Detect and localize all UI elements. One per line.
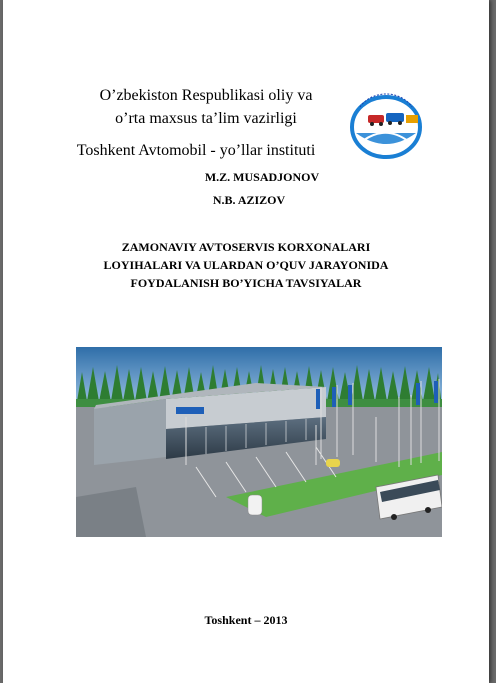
author-2: N.B. AZIZOV	[212, 193, 286, 207]
title-line-1: ZAMONAVIY AVTOSERVIS KORXONALARI	[121, 240, 371, 254]
document-title	[3, 238, 489, 292]
institute-emblem-icon	[346, 85, 426, 165]
ministry-line-1: O’zbekiston Respublikasi oliy va	[99, 87, 313, 104]
author-1: M.Z. MUSADJONOV	[204, 170, 320, 184]
autoservice-building-rendering	[76, 347, 442, 537]
title-line-3: FOYDALANISH BO’YICHA TAVSIYALAR	[130, 276, 362, 290]
institute-name: Toshkent Avtomobil - yo’llar instituti	[76, 142, 316, 159]
footer-city-year: Toshkent – 2013	[204, 613, 288, 627]
ministry-line-2: o’rta maxsus ta’lim vazirligi	[115, 110, 297, 127]
document-page	[3, 0, 489, 683]
title-line-2: LOYIHALARI VA ULARDAN O’QUV JARAYONIDA	[103, 258, 389, 272]
